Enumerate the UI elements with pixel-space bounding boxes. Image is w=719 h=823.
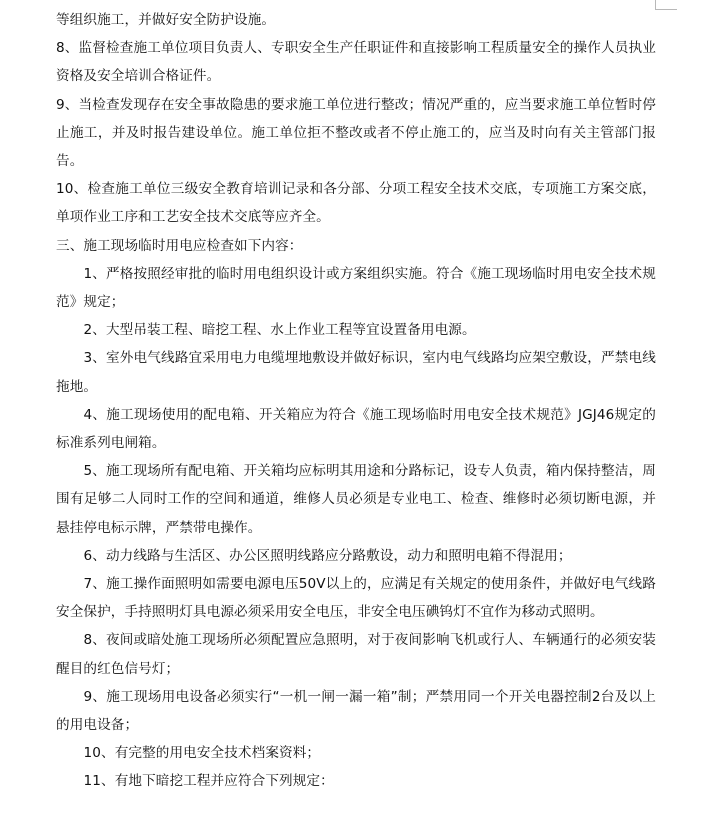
paragraph-continuation: 等组织施工，并做好安全防护设施。 [56,12,276,28]
paragraph-electric-2: 2、大型吊装工程、暗挖工程、水上作业工程等宜设置备用电源。 [83,322,476,339]
paragraph-electric-1: 1、严格按照经审批的临时用电组织设计或方案组织实施。符合《施工现场临时用电安全技术规范》规定； [56,265,656,311]
paragraph-item-10: 10、检查施工单位三级安全教育培训记录和各分部、分项工程安全技术交底，专项施工方案交底，单项作业工序和工艺安全技术交底等应齐全。 [56,181,656,226]
paragraph-electric-11: 11、有地下暗挖工程并应符合下列规定： [83,773,334,790]
document-body [56,6,656,796]
paragraph-electric-3: 3、室外电气线路宜采用电力电缆埋地敷设并做好标识，室内电气线路均应架空敷设，严禁电线拖地。 [56,350,656,395]
paragraph-electric-7: 7、施工操作面照明如需要电源电压50V以上的，应满足有关规定的使用条件，并做好电气线路安全保护，手持照明灯具电源必须采用安全电压，非安全电压碘钨灯不宜作为移动式照明。 [56,576,656,621]
paragraph-electric-10: 10、有完整的用电安全技术档案资料； [83,745,321,762]
crop-mark-horizontal [655,9,677,10]
paragraph-electric-9: 9、施工现场用电设备必须实行“一机一闸一漏一箱”制；严禁用同一个开关电器控制2台及以上的用电设备； [56,688,656,734]
paragraph-electric-4: 4、施工现场使用的配电箱、开关箱应为符合《施工现场临时用电安全技术规范》JGJ46规定的标准系列电闸箱。 [56,406,656,452]
paragraph-electric-8: 8、夜间或暗处施工现场所必须配置应急照明，对于夜间影响飞机或行人、车辆通行的必须安装醒目的红色信号灯； [56,632,656,677]
paragraph-electric-6: 6、动力线路与生活区、办公区照明线路应分路敷设，动力和照明电箱不得混用； [83,547,572,564]
paragraph-item-8: 8、监督检查施工单位项目负责人、专职安全生产任职证件和直接影响工程质量安全的操作人员执业资格及安全培训合格证件。 [56,40,656,85]
paragraph-item-9: 9、当检查发现存在安全事故隐患的要求施工单位进行整改；情况严重的，应当要求施工单位暂时停止施工，并及时报告建设单位。施工单位拒不整改或者不停止施工的，应当及时向有关主管部门报告。 [56,96,656,170]
section-heading-3: 三、施工现场临时用电应检查如下内容： [56,237,303,254]
paragraph-electric-5: 5、施工现场所有配电箱、开关箱均应标明其用途和分路标记，设专人负责，箱内保持整洁，周围有足够二人同时工作的空间和通道，维修人员必须是专业电工、检查、维修时必须切断电源，并悬挂停电标示牌，严禁带电操作。 [56,463,656,536]
